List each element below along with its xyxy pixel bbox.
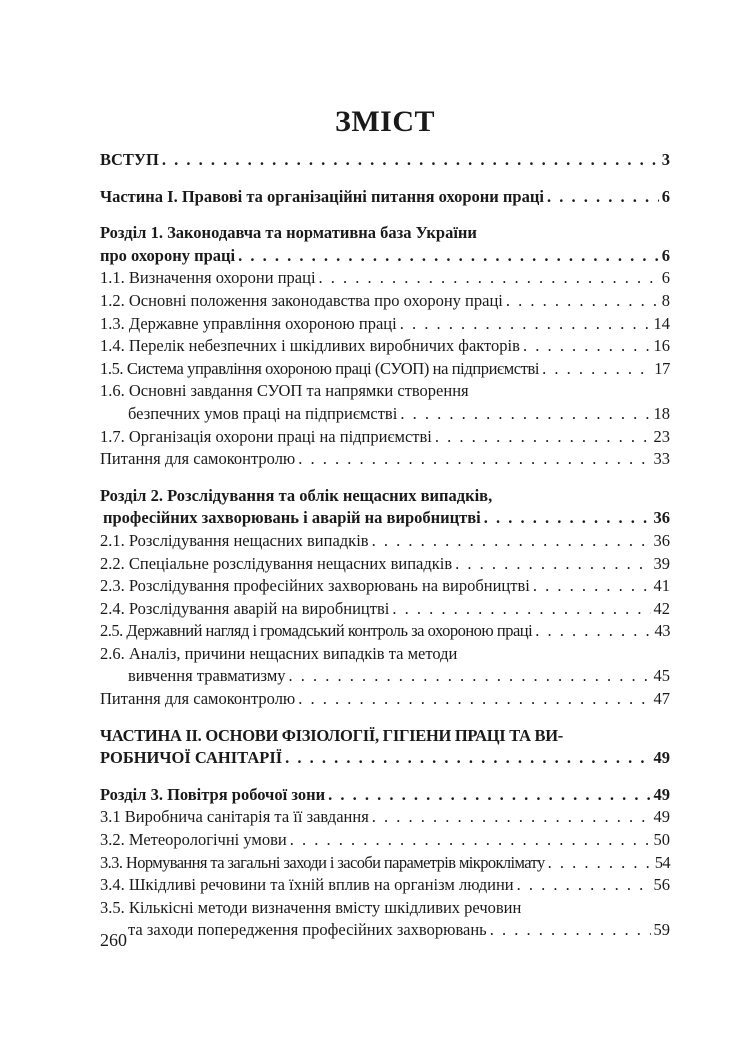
toc-entry-text: 2.3. Розслідування професійних захворювань на виробництві (100, 576, 530, 596)
toc-entry-text-line1: Розділ 1. Законодавча та нормативна база України (100, 223, 477, 243)
toc-entry-text: 3.1 Виробнича санітарія та її завдання (100, 807, 369, 827)
toc-entry-text: Частина І. Правові та організаційні питання охорони праці (100, 186, 544, 206)
toc-entry[interactable] (100, 874, 670, 897)
toc-entry[interactable] (100, 358, 670, 381)
toc-entry-text: Розділ 3. Повітря робочої зони (100, 784, 326, 804)
dot-leader (290, 829, 651, 852)
toc-entry-page: 18 (653, 403, 670, 423)
toc-entry[interactable] (100, 806, 670, 829)
dot-leader (238, 245, 659, 268)
table-of-contents (100, 105, 670, 942)
toc-entry-page: 39 (653, 553, 670, 573)
dot-leader (455, 553, 650, 576)
toc-entry-text: 1.2. Основні положення законодавства про охорону праці (100, 290, 503, 310)
toc-entry-text: 2.2. Спеціальне розслідування нещасних випадків (100, 553, 453, 573)
toc-entry-page: 16 (653, 336, 670, 356)
toc-entry-page: 8 (661, 290, 670, 310)
page-title: ЗМІСТ (335, 105, 435, 138)
toc-entry[interactable] (100, 553, 670, 576)
toc-entry[interactable] (100, 919, 670, 942)
toc-entry-text: та заходи попередження професійних захворювань (128, 920, 487, 940)
toc-entry-part-1[interactable] (100, 186, 670, 209)
dot-leader (400, 403, 650, 426)
toc-entry-text: Питання для самоконтролю (100, 689, 296, 709)
toc-entry-page: 49 (653, 807, 670, 827)
dot-leader (328, 784, 650, 807)
dot-leader (298, 688, 650, 711)
toc-entry-page: 59 (653, 920, 670, 940)
toc-entry-page: 49 (653, 748, 670, 768)
dot-leader (535, 620, 651, 643)
page-number: 260 (100, 930, 127, 950)
toc-entry-page: 50 (653, 830, 670, 850)
toc-entry-page: 33 (653, 449, 670, 469)
toc-entry-chapter-3[interactable] (100, 784, 670, 807)
toc-entry-text: 1.1. Визначення охорони праці (100, 268, 316, 288)
toc-entry-page: 23 (653, 426, 670, 446)
toc-entry-text: 1.4. Перелік небезпечних і шкідливих виробничих факторів (100, 336, 520, 356)
toc-entry-text: професійних захворювань і аварій на виробництві (103, 508, 481, 528)
toc-entry[interactable] (100, 426, 670, 449)
toc-entry[interactable] (100, 530, 670, 553)
toc-entry-chapter-2[interactable] (100, 507, 670, 530)
toc-entry-text: вивчення травматизму (128, 666, 286, 686)
dot-leader (162, 149, 659, 172)
toc-entry-text: про охорону праці (100, 245, 236, 265)
toc-entry-page: 49 (653, 784, 670, 804)
toc-entry[interactable] (100, 688, 670, 711)
toc-entry-text-line1: 1.6. Основні завдання СУОП та напрямки створення (100, 381, 469, 401)
toc-entry[interactable] (100, 598, 670, 621)
toc-entry-text: 3.3. Нормування та загальні заходи і засоби параметрів мікроклімату (100, 852, 545, 872)
dot-leader (285, 747, 650, 770)
dot-leader (372, 530, 651, 553)
toc-entry-page: 43 (654, 621, 670, 641)
toc-entry-intro[interactable] (100, 149, 670, 172)
toc-entry-text-line1: ЧАСТИНА ІІ. ОСНОВИ ФІЗІОЛОГІЇ, ГІГІЕНИ ПРАЦІ ТА ВИ- (100, 725, 563, 745)
toc-entry[interactable] (100, 313, 670, 336)
toc-entry[interactable] (100, 448, 670, 471)
dot-leader (533, 575, 651, 598)
dot-leader (523, 335, 651, 358)
toc-entry-text-line1: Розділ 2. Розслідування та облік нещасних випадків, (100, 485, 493, 505)
toc-entry-text: 1.5. Система управління охороною праці (СУОП) на підприємстві (100, 358, 540, 378)
toc-entry[interactable] (100, 852, 670, 875)
toc-entry-page: 6 (661, 245, 670, 265)
toc-entry-text-line1: 3.5. Кількісні методи визначення вмісту шкідливих речовин (100, 897, 522, 917)
toc-entry-page: 36 (653, 508, 670, 528)
toc-entry-text: 2.1. Розслідування нещасних випадків (100, 530, 369, 550)
toc-entry-page: 36 (653, 530, 670, 550)
toc-entry[interactable] (100, 290, 670, 313)
dot-leader (435, 426, 651, 449)
dot-leader (548, 852, 652, 875)
dot-leader (298, 448, 650, 471)
toc-entry[interactable] (100, 335, 670, 358)
toc-entry-page: 3 (661, 150, 670, 169)
dot-leader (506, 290, 659, 313)
toc-entry-part-2[interactable] (100, 747, 670, 770)
dot-leader (319, 267, 659, 290)
toc-entry-page: 54 (654, 852, 670, 872)
toc-entry-text: 3.2. Метеорологічні умови (100, 830, 287, 850)
dot-leader (400, 313, 651, 336)
toc-entry-text: 2.4. Розслідування аварій на виробництві (100, 598, 390, 618)
toc-entry-text: Питання для самоконтролю (100, 449, 296, 469)
dot-leader (289, 665, 651, 688)
toc-entry-page: 6 (661, 186, 670, 206)
toc-entry-text: 1.7. Організація охорони праці на підприємстві (100, 426, 432, 446)
toc-entry-text: 1.3. Державне управління охороною праці (100, 313, 397, 333)
toc-entry-page: 6 (661, 268, 670, 288)
dot-leader (547, 186, 659, 209)
toc-entry-page: 17 (654, 358, 670, 378)
toc-entry-text: 3.4. Шкідливі речовини та їхній вплив на організм людини (100, 875, 514, 895)
toc-entry[interactable] (100, 829, 670, 852)
toc-entry[interactable] (100, 665, 670, 688)
toc-entry[interactable] (100, 403, 670, 426)
toc-entry-page: 47 (653, 689, 670, 709)
toc-entry[interactable] (100, 267, 670, 290)
toc-entry-text: 2.5. Державний нагляд і громадський контроль за охороною праці (100, 621, 533, 641)
dot-leader (542, 358, 651, 381)
toc-entry-page: 14 (653, 313, 670, 333)
toc-entry-text: ВСТУП (100, 150, 159, 169)
dot-leader (484, 507, 651, 530)
toc-entry-chapter-1[interactable] (100, 245, 670, 268)
dot-leader (517, 874, 651, 897)
toc-entry-page: 42 (653, 598, 670, 618)
toc-entry-text-line1: 2.6. Аналіз, причини нещасних випадків та методи (100, 643, 458, 663)
toc-entry-text: РОБНИЧОЇ САНІТАРІЇ (100, 748, 283, 768)
toc-entry-page: 41 (653, 576, 670, 596)
dot-leader (490, 919, 651, 942)
toc-entry-text: безпечних умов праці на підприємстві (128, 403, 398, 423)
toc-entry[interactable] (100, 620, 670, 643)
dot-leader (372, 806, 651, 829)
toc-entry-page: 56 (653, 875, 670, 895)
toc-entry-page: 45 (653, 666, 670, 686)
toc-entry[interactable] (100, 575, 670, 598)
dot-leader (392, 598, 650, 621)
